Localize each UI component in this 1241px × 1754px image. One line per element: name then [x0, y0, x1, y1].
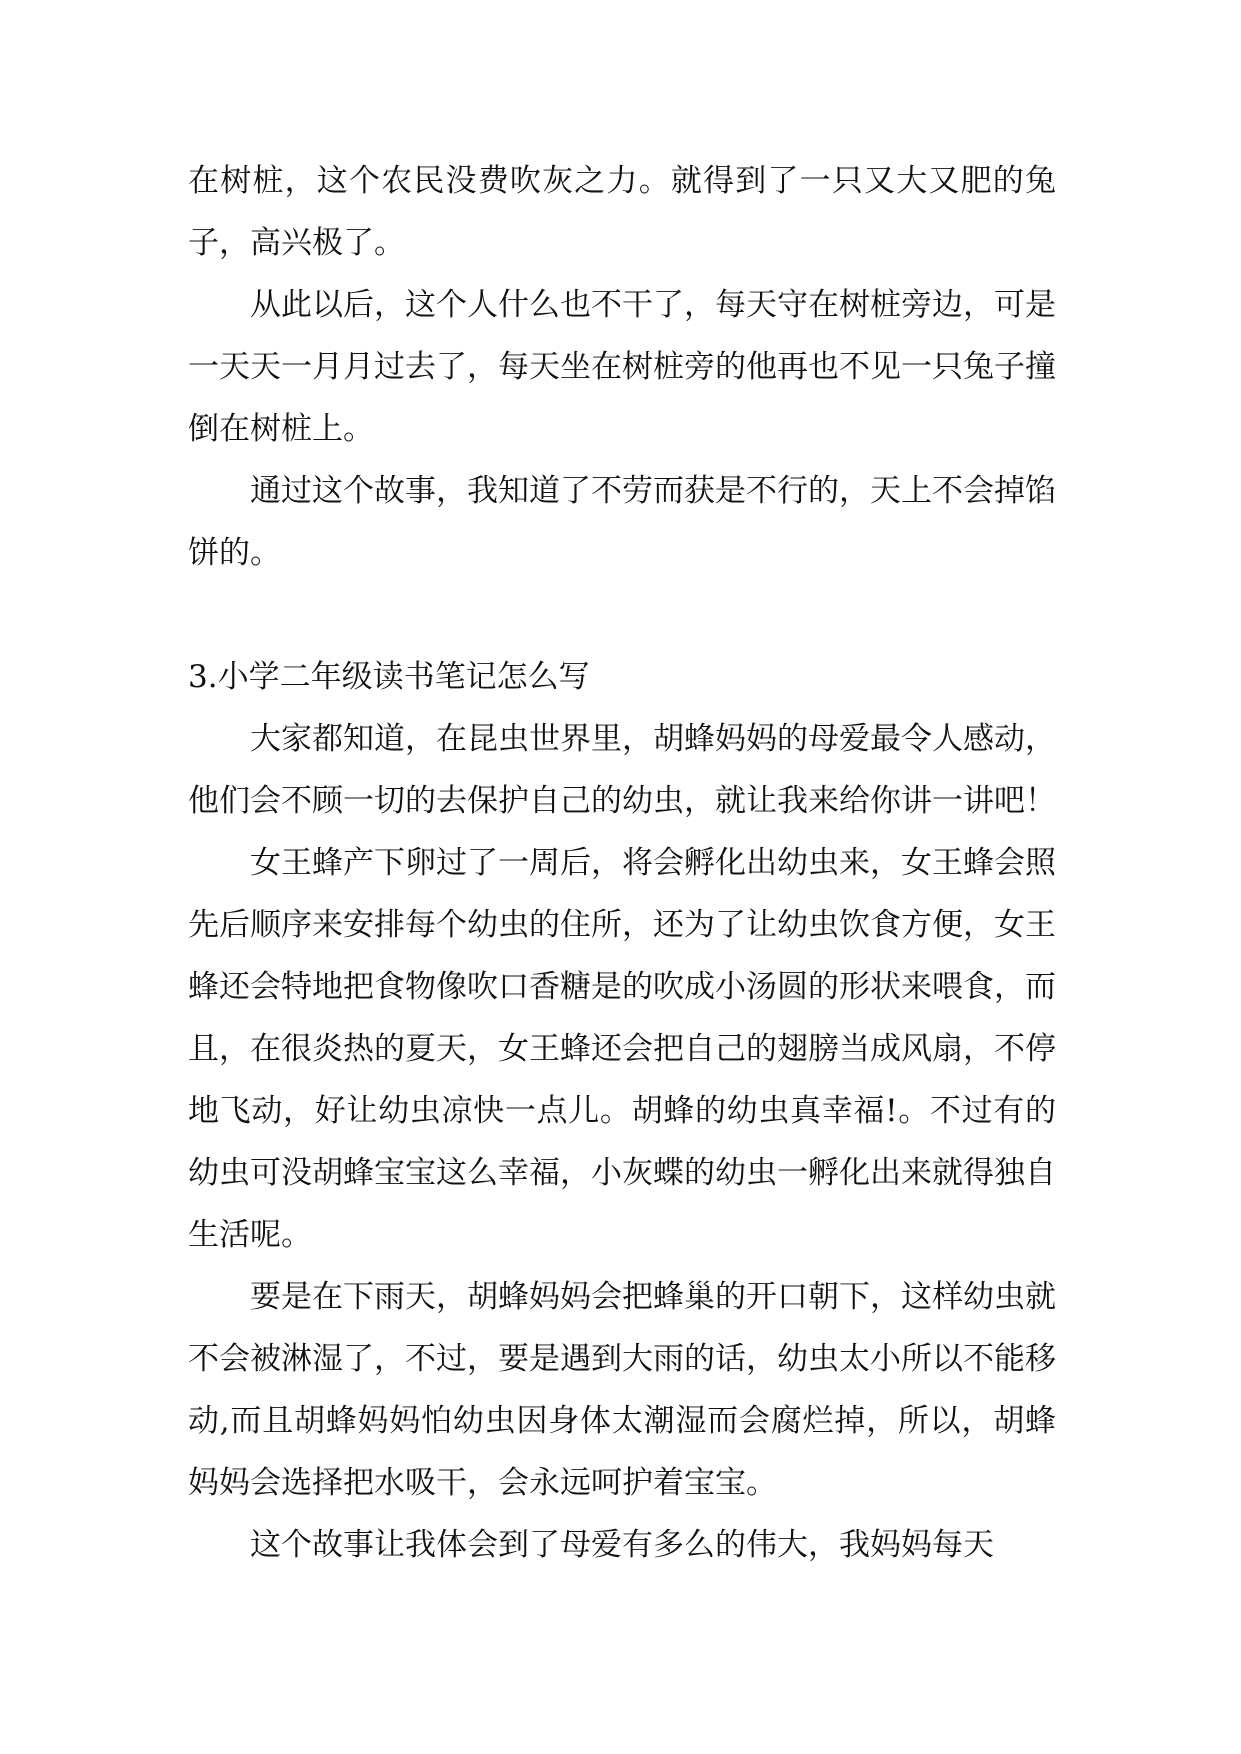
- section-paragraph: 女王蜂产下卵过了一周后，将会孵化出幼虫来，女王蜂会照先后顺序来安排每个幼虫的住所，还为了让幼虫饮食方便，女王蜂还会特地把食物像吹口香糖是的吹成小汤圆的形状来喂食，而且，在很炎热的夏天，女王蜂还会把自己的翅膀当成风扇，不停地飞动，好让幼虫凉快一点儿。胡蜂的幼虫真幸福!。不过有的幼虫可没胡蜂宝宝这么幸福，小灰蝶的幼虫一孵化出来就得独自生活呢。: [188, 845, 1056, 1253]
- story-paragraph-continuation: 在树桩，这个农民没费吹灰之力。就得到了一只又大又肥的兔子，高兴极了。: [188, 163, 1056, 261]
- story-paragraph: 从此以后，这个人什么也不干了，每天守在树桩旁边，可是一天天一月月过去了，每天坐在树桩旁的他再也不见一只兔子撞倒在树桩上。: [188, 287, 1056, 447]
- section-paragraph: 要是在下雨天，胡蜂妈妈会把蜂巢的开口朝下，这样幼虫就不会被淋湿了，不过，要是遇到大雨的话，幼虫太小所以不能移动,而且胡蜂妈妈怕幼虫因身体太潮湿而会腐烂掉，所以，胡蜂妈妈会选择把水吸干，会永远呵护着宝宝。: [188, 1279, 1056, 1501]
- document-body: [188, 150, 1056, 1576]
- section-paragraph: 这个故事让我体会到了母爱有多么的伟大，我妈妈每天: [250, 1527, 994, 1563]
- story-conclusion-paragraph: 通过这个故事，我知道了不劳而获是不行的，天上不会掉馅饼的。: [188, 473, 1056, 571]
- section-paragraph: 大家都知道，在昆虫世界里，胡蜂妈妈的母爱最令人感动，他们会不顾一切的去保护自己的幼虫，就让我来给你讲一讲吧！: [188, 721, 1056, 819]
- section-heading: 3.小学二年级读书笔记怎么写: [188, 659, 590, 695]
